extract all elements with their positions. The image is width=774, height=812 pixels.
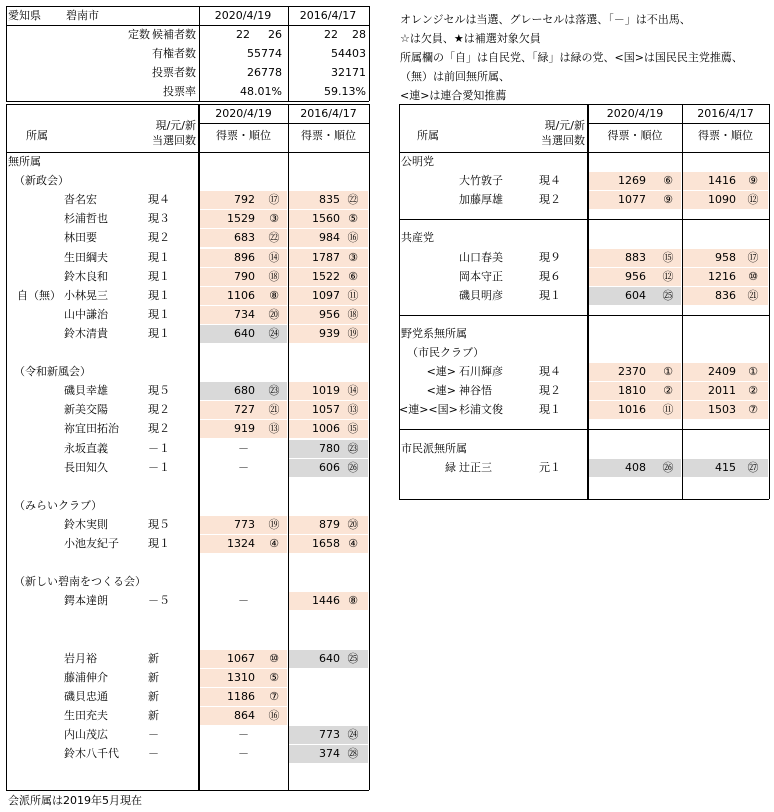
- legend-line-5: <連>は連合愛知推薦: [400, 89, 507, 102]
- rank-2020: ⑩: [269, 651, 279, 665]
- candidate-status: 現２: [148, 422, 170, 436]
- candidate-name: 祢宜田拓治: [64, 422, 119, 436]
- rank-2020: ㉓: [268, 384, 280, 398]
- votes-2016: 1057: [312, 403, 340, 417]
- candidate-name: 永坂直義: [64, 441, 108, 455]
- rank-2016: ③: [348, 250, 358, 264]
- candidate-affiliation: <連><国>: [399, 403, 458, 417]
- rank-2016: ⑳: [347, 517, 359, 531]
- votes-2016: 640: [319, 651, 340, 665]
- candidate-name: 長田知久: [64, 460, 108, 474]
- grid-line: [399, 315, 769, 316]
- grid-line: [6, 104, 7, 790]
- rank-2016: ⑥: [348, 269, 358, 283]
- votes-2020: 640: [234, 326, 255, 340]
- votes-2016: 606: [319, 460, 340, 474]
- rank-2020: ⑰: [268, 193, 280, 207]
- candidate-status: －５: [148, 594, 170, 608]
- rank-2016: ⑤: [348, 212, 358, 226]
- grid-line: [399, 104, 769, 105]
- candidate-name: 鈴木実則: [64, 517, 108, 531]
- summary-date2: 2016/4/17: [299, 9, 357, 22]
- candidate-name: 大竹敦子: [459, 174, 503, 188]
- grid-line: [6, 104, 369, 105]
- votes-2016: 958: [715, 250, 736, 264]
- votes-2016: 836: [715, 288, 736, 302]
- rank-2020: ⑨: [663, 193, 673, 207]
- votes-2016: 1416: [708, 174, 736, 188]
- votes-2016: 1090: [708, 193, 736, 207]
- candidate-name: 磯貝明彦: [459, 288, 503, 302]
- rank-2016: ㉑: [747, 288, 759, 302]
- rank-2016: ㉘: [347, 747, 359, 761]
- votes-2020: 1310: [227, 670, 255, 684]
- summary-value: 32171: [331, 66, 366, 79]
- summary-table: [6, 6, 369, 101]
- candidate-name: 磯貝幸雄: [64, 384, 108, 398]
- header-date1: 2020/4/19: [606, 107, 664, 120]
- grid-line: [588, 123, 769, 124]
- grid-line: [288, 104, 289, 790]
- candidate-status: 現２: [539, 384, 561, 398]
- candidate-name: 山口春美: [459, 250, 503, 264]
- candidate-name: 生田充夫: [64, 708, 108, 722]
- header-affiliation: 所属: [417, 129, 439, 142]
- rank-2016: ⑲: [347, 326, 359, 340]
- candidate-status: －１: [148, 441, 170, 455]
- rank-2016: ⑧: [348, 594, 358, 608]
- rank-2020: ⑳: [268, 307, 280, 321]
- candidate-name: 内山茂広: [64, 728, 108, 741]
- candidate-name: 鈴木良和: [64, 269, 108, 283]
- legend-line-2: ☆は欠員、★は補選対象欠員: [400, 32, 541, 45]
- candidate-status: －: [148, 747, 159, 761]
- rank-2016: ⑭: [347, 384, 359, 398]
- rank-2016: ①: [748, 365, 758, 379]
- rank-2016: ㉒: [347, 193, 359, 207]
- votes-2020: 896: [234, 250, 255, 264]
- votes-2020: －: [238, 441, 249, 455]
- header-status1: 現/元/新: [155, 119, 196, 132]
- votes-2020: 683: [234, 231, 255, 245]
- rank-2016: ⑬: [347, 403, 359, 417]
- group-label: 共産党: [401, 231, 434, 245]
- header-votes2: 得票・順位: [698, 129, 753, 142]
- grid-line: [769, 104, 770, 499]
- votes-2020: 1106: [227, 288, 255, 302]
- candidate-status: 現９: [539, 250, 561, 264]
- votes-2020: 408: [625, 460, 646, 474]
- rank-2016: ⑨: [748, 174, 758, 188]
- rank-2020: ⑧: [269, 288, 279, 302]
- subgroup-label: （新政会）: [14, 174, 69, 188]
- votes-2016: 2011: [708, 384, 736, 398]
- candidate-status: 現２: [148, 403, 170, 417]
- grid-line: [199, 104, 200, 790]
- rank-2020: ⑯: [268, 708, 280, 722]
- rank-2020: ㉒: [268, 231, 280, 245]
- candidate-status: 新: [148, 651, 159, 665]
- rank-2020: ⑱: [268, 269, 280, 283]
- candidate-status: 現３: [148, 212, 170, 226]
- rank-2016: ②: [748, 384, 758, 398]
- votes-2020: 1016: [618, 403, 646, 417]
- candidate-name: 鈴木八千代: [64, 747, 119, 761]
- votes-2020: －: [238, 747, 249, 761]
- votes-2020: 1810: [618, 384, 646, 398]
- candidate-status: 現１: [539, 403, 561, 417]
- rank-2020: ㉕: [662, 288, 674, 302]
- header-date2: 2016/4/17: [300, 107, 357, 120]
- right-results-table: [399, 104, 769, 499]
- summary-city: 碧南市: [66, 9, 99, 22]
- grid-line: [399, 499, 769, 500]
- grid-line: [6, 152, 369, 153]
- candidate-name: 小林晃三: [64, 288, 108, 302]
- candidate-status: 新: [148, 689, 159, 703]
- rank-2016: ㉖: [347, 460, 359, 474]
- candidate-affiliation: <連>: [426, 384, 456, 398]
- votes-2016: 1560: [312, 212, 340, 226]
- header-votes1: 得票・順位: [607, 129, 663, 142]
- header-votes2: 得票・順位: [301, 129, 356, 142]
- summary-label: 定数: [128, 28, 150, 41]
- votes-2020: 1067: [227, 651, 255, 665]
- candidate-status: 新: [148, 708, 159, 722]
- candidate-name: 山中謙治: [64, 307, 108, 321]
- candidate-name: 加藤厚雄: [459, 193, 503, 207]
- candidate-name: 杉浦哲也: [64, 212, 108, 226]
- grid-line: [682, 104, 683, 499]
- summary-value: 55774: [247, 47, 282, 60]
- candidate-status: 新: [148, 670, 159, 684]
- rank-2016: ⑩: [748, 269, 758, 283]
- rank-2020: ⑤: [269, 670, 279, 684]
- header-status2: 当選回数: [541, 134, 585, 147]
- subgroup-label: （令和新風会）: [14, 365, 91, 379]
- header-status1: 現/元/新: [544, 119, 585, 132]
- rank-2016: ④: [348, 537, 358, 550]
- summary-value: 59.13%: [324, 85, 366, 98]
- group-label: 野党系無所属: [401, 326, 467, 340]
- votes-2020: 2370: [618, 365, 646, 379]
- votes-2020: 1529: [227, 212, 255, 226]
- candidate-status: 現４: [148, 193, 170, 207]
- grid-line: [199, 123, 369, 124]
- votes-2016: 984: [319, 231, 340, 245]
- candidate-name: 新美交陽: [64, 403, 108, 417]
- candidate-name: 沓名宏: [64, 193, 97, 207]
- rank-2016: ⑫: [747, 193, 759, 207]
- votes-2016: 939: [319, 326, 340, 340]
- candidate-name: 小池友紀子: [64, 537, 119, 550]
- votes-2016: 956: [319, 307, 340, 321]
- summary-value: 22: [324, 28, 338, 41]
- grid-line: [399, 429, 769, 430]
- votes-2020: 864: [234, 708, 255, 722]
- summary-label2: 投票率: [163, 85, 196, 98]
- rank-2016: ⑮: [347, 422, 359, 436]
- votes-2020: 883: [625, 250, 646, 264]
- rank-2016: ⑰: [747, 250, 759, 264]
- rank-2020: ⑮: [662, 250, 674, 264]
- votes-2020: 1324: [227, 537, 255, 550]
- footer-note: 会派所属は2019年5月現在: [8, 794, 142, 807]
- rank-2020: ④: [269, 537, 279, 550]
- votes-2016: 1097: [312, 288, 340, 302]
- candidate-status: 現２: [148, 231, 170, 245]
- candidate-status: 現５: [148, 517, 170, 531]
- votes-2020: 604: [625, 288, 646, 302]
- votes-2016: 780: [319, 441, 340, 455]
- rank-2016: ⑱: [347, 307, 359, 321]
- votes-2020: 727: [234, 403, 255, 417]
- candidate-status: 現５: [148, 384, 170, 398]
- summary-label2: 有権者数: [152, 47, 196, 60]
- candidate-affiliation: 緑: [445, 460, 456, 474]
- candidate-status: 現１: [539, 288, 561, 302]
- votes-2016: 415: [715, 460, 736, 474]
- rank-2016: ㉔: [347, 728, 359, 741]
- rank-2020: ㉔: [268, 326, 280, 340]
- candidate-name: 神谷悟: [459, 384, 492, 398]
- candidate-name: 生田綱夫: [64, 250, 108, 264]
- votes-2020: 792: [234, 193, 255, 207]
- candidate-status: 現１: [148, 269, 170, 283]
- candidate-status: 現１: [148, 288, 170, 302]
- rank-2020: ⑫: [662, 269, 674, 283]
- summary-value: 22: [236, 28, 250, 41]
- grid-line: [588, 104, 589, 499]
- subgroup-label: （みらいクラブ）: [14, 498, 103, 512]
- summary-value: 28: [352, 28, 366, 41]
- votes-2016: 1658: [312, 537, 340, 550]
- summary-value: 26778: [247, 66, 282, 79]
- rank-2020: ①: [663, 365, 673, 379]
- votes-2020: 790: [234, 269, 255, 283]
- candidate-status: －: [148, 728, 159, 741]
- candidate-name: 磯貝忠通: [64, 689, 108, 703]
- group-label: 無所属: [8, 155, 41, 168]
- candidate-name: 辻正三: [459, 460, 492, 474]
- header-date2: 2016/4/17: [697, 107, 754, 120]
- votes-2020: 919: [234, 422, 255, 436]
- rank-2020: ㉖: [662, 460, 674, 474]
- votes-2020: －: [238, 728, 249, 741]
- votes-2020: 1186: [227, 689, 255, 703]
- rank-2016: ㉓: [347, 441, 359, 455]
- grid-line: [369, 104, 370, 790]
- candidate-affiliation: <連>: [426, 365, 456, 379]
- legend-line-3: 所属欄の「自」は自民党、「緑」は緑の党、<国>は国民民主党推薦、: [400, 51, 743, 64]
- votes-2016: 374: [319, 747, 340, 761]
- candidate-name: 岩月裕: [64, 651, 97, 665]
- votes-2016: 1522: [312, 269, 340, 283]
- grid-line: [399, 152, 769, 153]
- votes-2016: 1446: [312, 594, 340, 608]
- votes-2016: 2409: [708, 365, 736, 379]
- grid-line: [399, 104, 400, 499]
- group-label: 公明党: [401, 155, 434, 168]
- candidate-status: －１: [148, 460, 170, 474]
- candidate-name: 林田要: [64, 231, 97, 245]
- candidate-status: 現１: [148, 250, 170, 264]
- candidate-status: 現１: [148, 307, 170, 321]
- rank-2020: ㉑: [268, 403, 280, 417]
- summary-value: 48.01%: [240, 85, 282, 98]
- candidate-name: 石川輝彦: [459, 365, 503, 379]
- candidate-status: 元１: [539, 460, 561, 474]
- candidate-status: 現４: [539, 174, 561, 188]
- rank-2020: ⑭: [268, 250, 280, 264]
- legend-line-1: オレンジセルは当選、グレーセルは落選、「－」は不出馬、: [400, 13, 691, 26]
- header-date1: 2020/4/19: [215, 107, 272, 120]
- summary-value: 54403: [331, 47, 366, 60]
- rank-2016: ⑦: [748, 403, 758, 417]
- votes-2016: 879: [319, 517, 340, 531]
- left-results-table: [6, 104, 369, 790]
- candidate-name: 岡本守正: [459, 269, 503, 283]
- votes-2020: 680: [234, 384, 255, 398]
- rank-2016: ⑪: [347, 288, 359, 302]
- votes-2020: 734: [234, 307, 255, 321]
- candidate-affiliation: 自（無）: [17, 288, 61, 302]
- rank-2020: ⑲: [268, 517, 280, 531]
- votes-2016: 773: [319, 728, 340, 741]
- rank-2020: ③: [269, 212, 279, 226]
- rank-2016: ㉗: [747, 460, 759, 474]
- votes-2016: 1216: [708, 269, 736, 283]
- subgroup-label: （市民クラブ）: [407, 346, 485, 359]
- rank-2020: ②: [663, 384, 673, 398]
- rank-2020: ⑬: [268, 422, 280, 436]
- votes-2016: 1019: [312, 384, 340, 398]
- rank-2020: ⑪: [662, 403, 674, 417]
- group-label: 市民派無所属: [401, 441, 467, 455]
- votes-2016: 835: [319, 193, 340, 207]
- grid-line: [399, 219, 769, 220]
- candidate-status: 現１: [148, 326, 170, 340]
- subgroup-label: （新しい碧南をつくる会）: [14, 575, 146, 589]
- header-affiliation: 所属: [26, 129, 48, 142]
- header-status2: 当選回数: [152, 134, 196, 147]
- candidate-status: 現４: [539, 365, 561, 379]
- candidate-name: 鍔本達朗: [64, 594, 108, 608]
- candidate-status: 現６: [539, 269, 561, 283]
- summary-date1: 2020/4/19: [214, 9, 272, 22]
- candidate-name: 鈴木清貴: [64, 326, 108, 340]
- rank-2016: ⑯: [347, 231, 359, 245]
- summary-pref: 愛知県: [8, 9, 41, 22]
- votes-2016: 1503: [708, 403, 736, 417]
- votes-2020: －: [238, 594, 249, 608]
- votes-2020: 1269: [618, 174, 646, 188]
- votes-2016: 1006: [312, 422, 340, 436]
- votes-2020: 956: [625, 269, 646, 283]
- candidate-status: 現２: [539, 193, 561, 207]
- rank-2016: ㉕: [347, 651, 359, 665]
- votes-2020: 1077: [618, 193, 646, 207]
- votes-2020: －: [238, 460, 249, 474]
- summary-value: 26: [268, 28, 282, 41]
- votes-2020: 773: [234, 517, 255, 531]
- summary-label2: 投票者数: [152, 66, 196, 79]
- candidate-status: 現１: [148, 537, 170, 550]
- candidate-name: 藤浦伸介: [64, 670, 108, 684]
- summary-label2: 候補者数: [152, 28, 196, 41]
- votes-2016: 1787: [312, 250, 340, 264]
- rank-2020: ⑦: [269, 689, 279, 703]
- header-votes1: 得票・順位: [216, 129, 271, 142]
- rank-2020: ⑥: [663, 174, 673, 188]
- legend-line-4: （無）は前回無所属、: [400, 70, 510, 83]
- candidate-name: 杉浦文俊: [459, 403, 503, 417]
